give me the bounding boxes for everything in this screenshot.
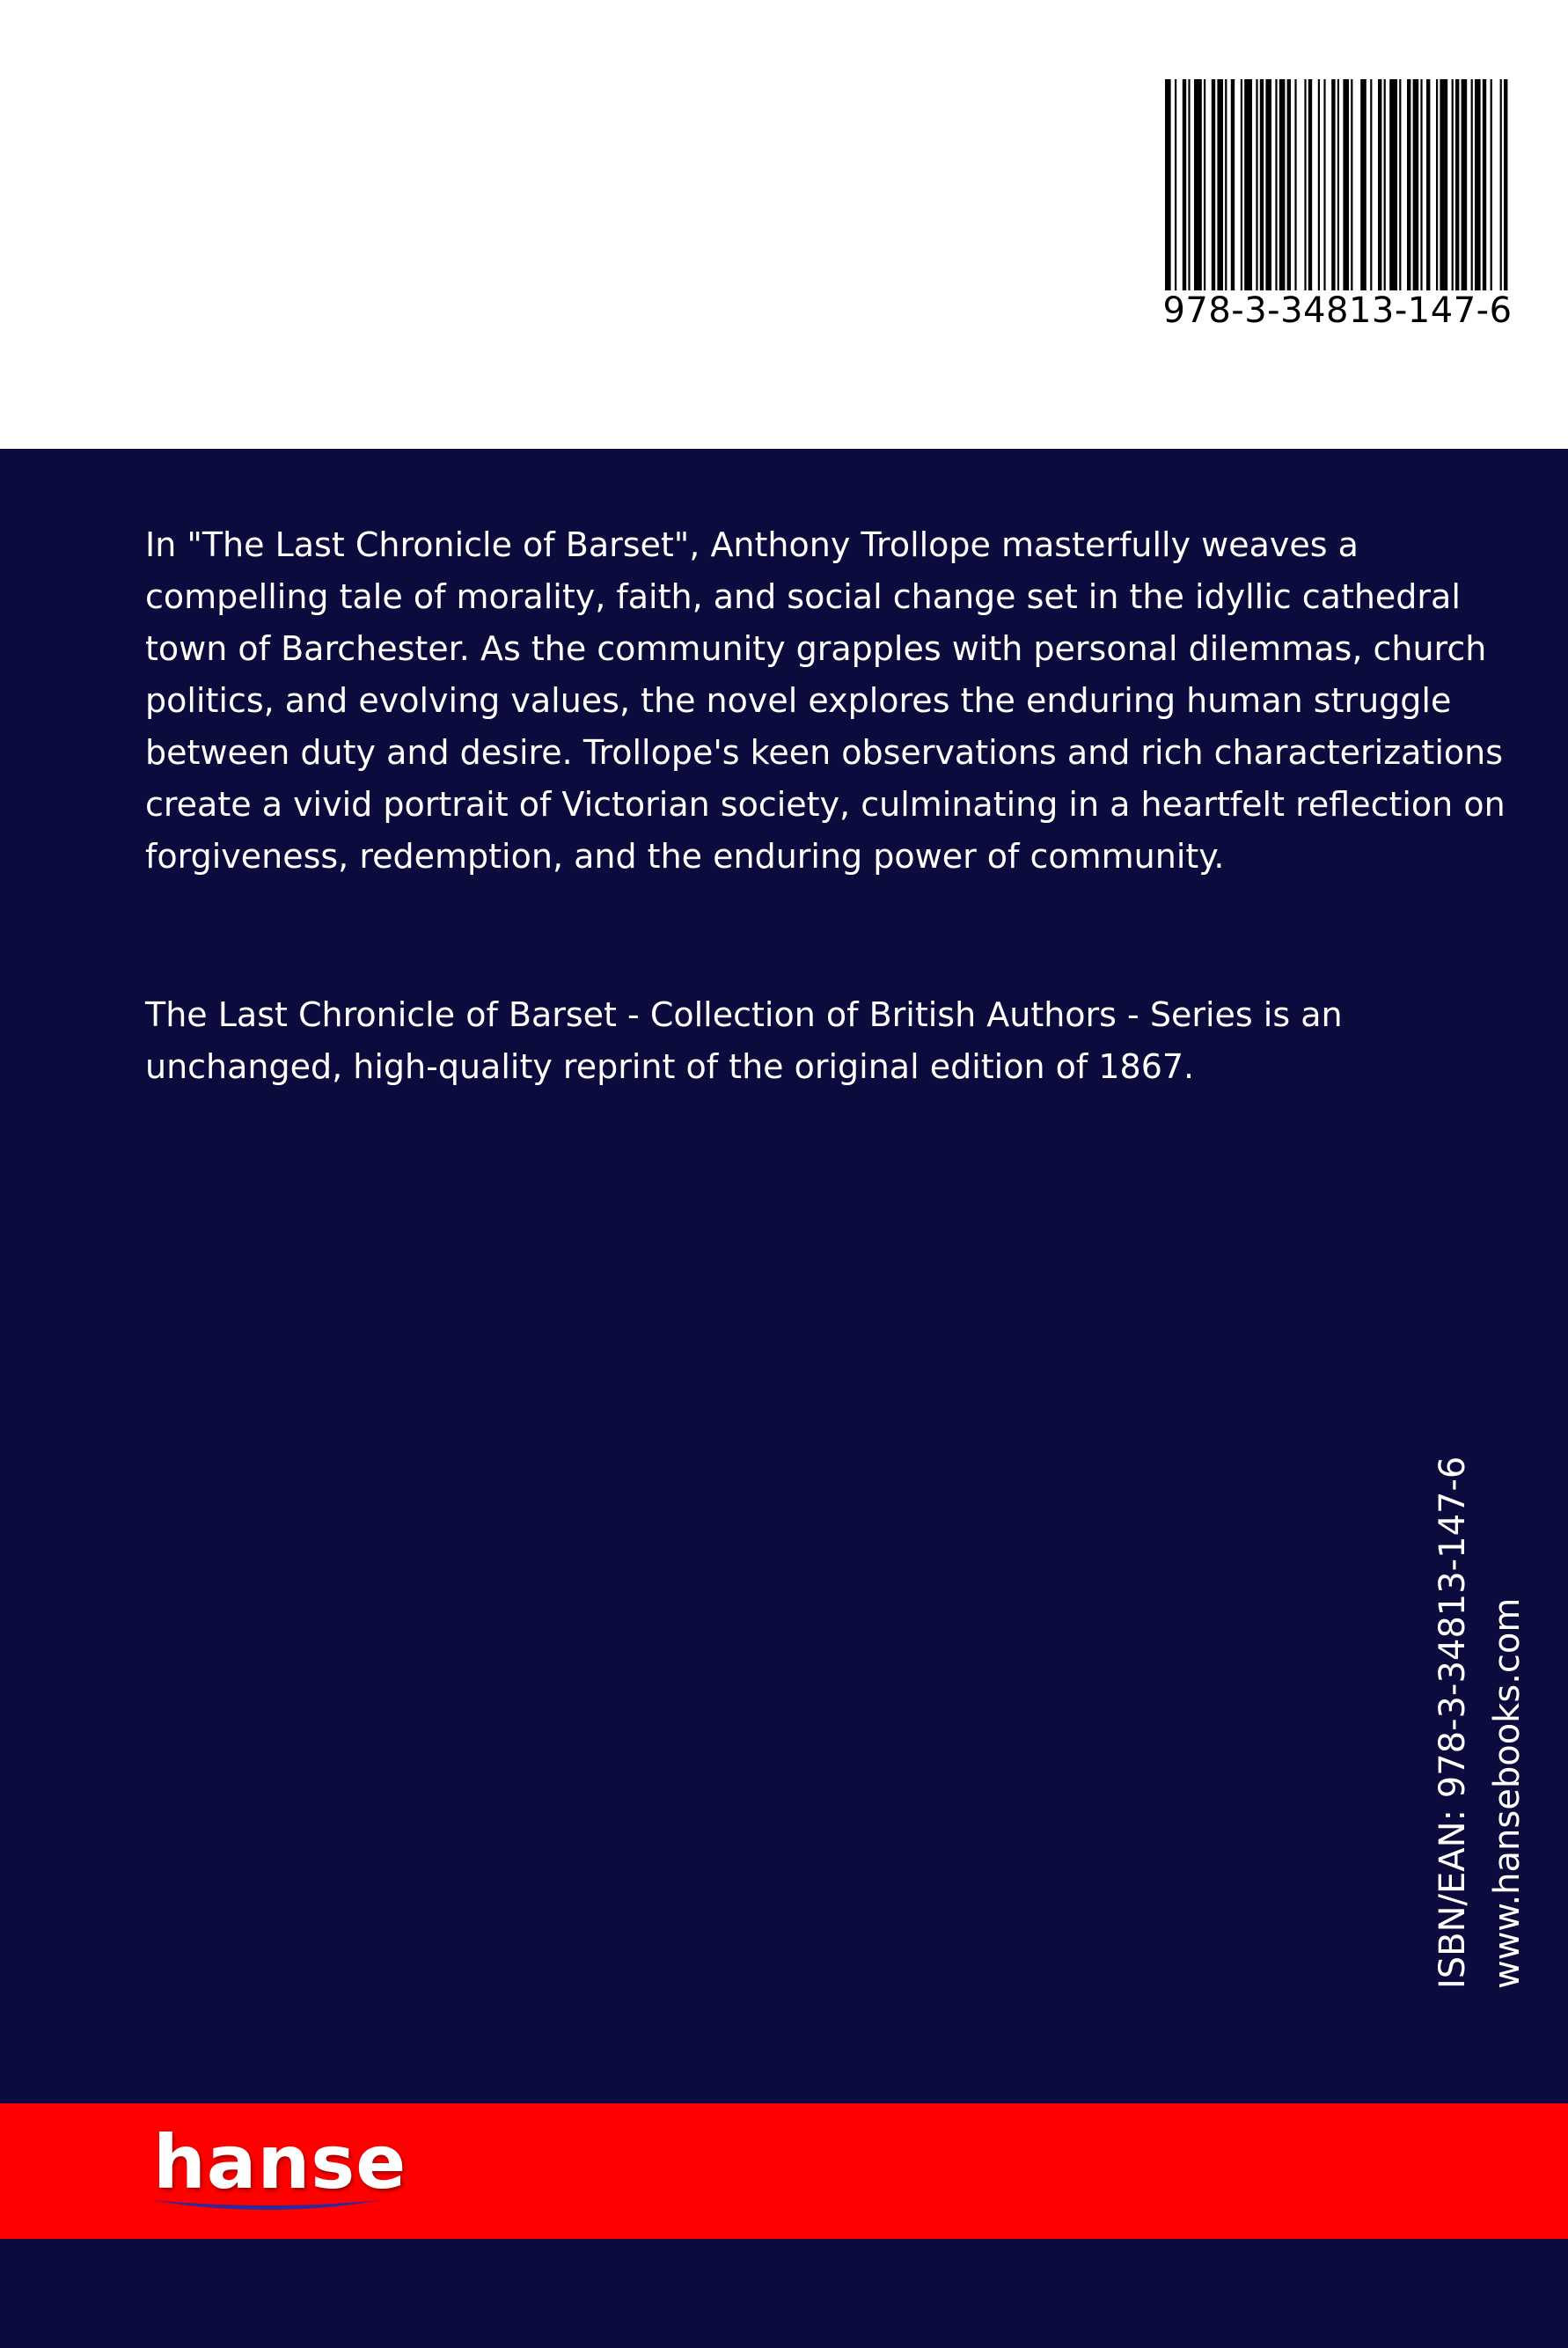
barcode-bar	[1294, 79, 1296, 290]
barcode-bar	[1194, 79, 1202, 290]
barcode-bar	[1462, 79, 1468, 290]
barcode-bar	[1241, 79, 1242, 290]
barcode-bar	[1471, 79, 1473, 290]
barcode-bar	[1212, 79, 1215, 290]
barcode-bar	[1504, 79, 1507, 290]
isbn-ean-text: ISBN/EAN: 978-3-34813-147-6	[1432, 1456, 1473, 1989]
barcode-bar	[1440, 79, 1447, 290]
barcode-bar	[1360, 79, 1367, 290]
barcode	[1153, 79, 1522, 343]
barcode-bar	[1500, 79, 1502, 290]
barcode-bar	[1183, 79, 1186, 290]
barcode-bar	[1475, 79, 1481, 290]
barcode-bar	[1318, 79, 1320, 290]
barcode-number: 978-3-34813-147-6	[1162, 290, 1513, 331]
barcode-bar	[1491, 79, 1492, 290]
barcode-bar	[1217, 79, 1223, 290]
hanse-logo	[148, 2119, 412, 2220]
hanse-logo-text: hanse	[153, 2119, 407, 2205]
back-cover-panel	[0, 449, 1568, 2103]
barcode-bar	[1188, 79, 1190, 290]
barcode-bar	[1275, 79, 1277, 290]
barcode-bar	[1378, 79, 1381, 290]
barcode-bar	[1420, 79, 1422, 290]
barcode-bar	[1265, 79, 1271, 290]
barcode-bar	[1175, 79, 1176, 290]
barcode-bar	[1225, 79, 1227, 290]
barcode-bar	[1304, 79, 1306, 290]
barcode-bar	[1244, 79, 1252, 290]
bottom-dark-band	[0, 2239, 1568, 2348]
barcode-bar	[1204, 79, 1205, 290]
barcode-bar	[1413, 79, 1419, 290]
barcode-bar	[1384, 79, 1386, 290]
book-description: In "The Last Chronicle of Barset", Anthony Trollope masterfully weaves a compelling tale of morality, faith, and social change set in the idyllic cathedral town of Barchester. As the community grapples with personal dilemmas, church politics, and evolving values, the novel explores the enduring human struggle between duty and desire. Trollope's keen observations and rich characterizations create a vivid portrait of Victorian society, culminating in a heartfelt reflection on forgiveness, redemption, and the enduring power of community.	[145, 525, 1506, 876]
barcode-bar	[1331, 79, 1335, 290]
barcode-bar	[1399, 79, 1401, 290]
barcode-bar	[1389, 79, 1397, 290]
barcode-bar	[1455, 79, 1459, 290]
logo-swoosh-icon	[148, 2191, 385, 2218]
barcode-bar	[1483, 79, 1486, 290]
barcode-bar	[1287, 79, 1291, 290]
barcode-bar	[1337, 79, 1339, 290]
spine-info	[1425, 1426, 1557, 1989]
top-white-band	[0, 0, 1568, 449]
barcode-bar	[1370, 79, 1372, 290]
barcode-bar	[1231, 79, 1235, 290]
barcode-bar	[1279, 79, 1286, 290]
barcode-bar	[1165, 79, 1171, 290]
barcode-bars	[1165, 79, 1510, 290]
barcode-bar	[1343, 79, 1349, 290]
barcode-bar	[1323, 79, 1325, 290]
barcode-bar	[1256, 79, 1257, 290]
barcode-bar	[1436, 79, 1438, 290]
barcode-bar	[1260, 79, 1264, 290]
barcode-bar	[1308, 79, 1312, 290]
reprint-note: The Last Chronicle of Barset - Collection of British Authors - Series is an unchanged, high-quality reprint of the original edition of 1867.	[145, 995, 1343, 1086]
publisher-website: www.hansebooks.com	[1487, 1597, 1528, 1989]
barcode-bar	[1426, 79, 1430, 290]
barcode-bar	[1351, 79, 1352, 290]
barcode-bar	[1452, 79, 1454, 290]
barcode-bar	[1407, 79, 1410, 290]
publisher-band	[0, 2103, 1568, 2239]
